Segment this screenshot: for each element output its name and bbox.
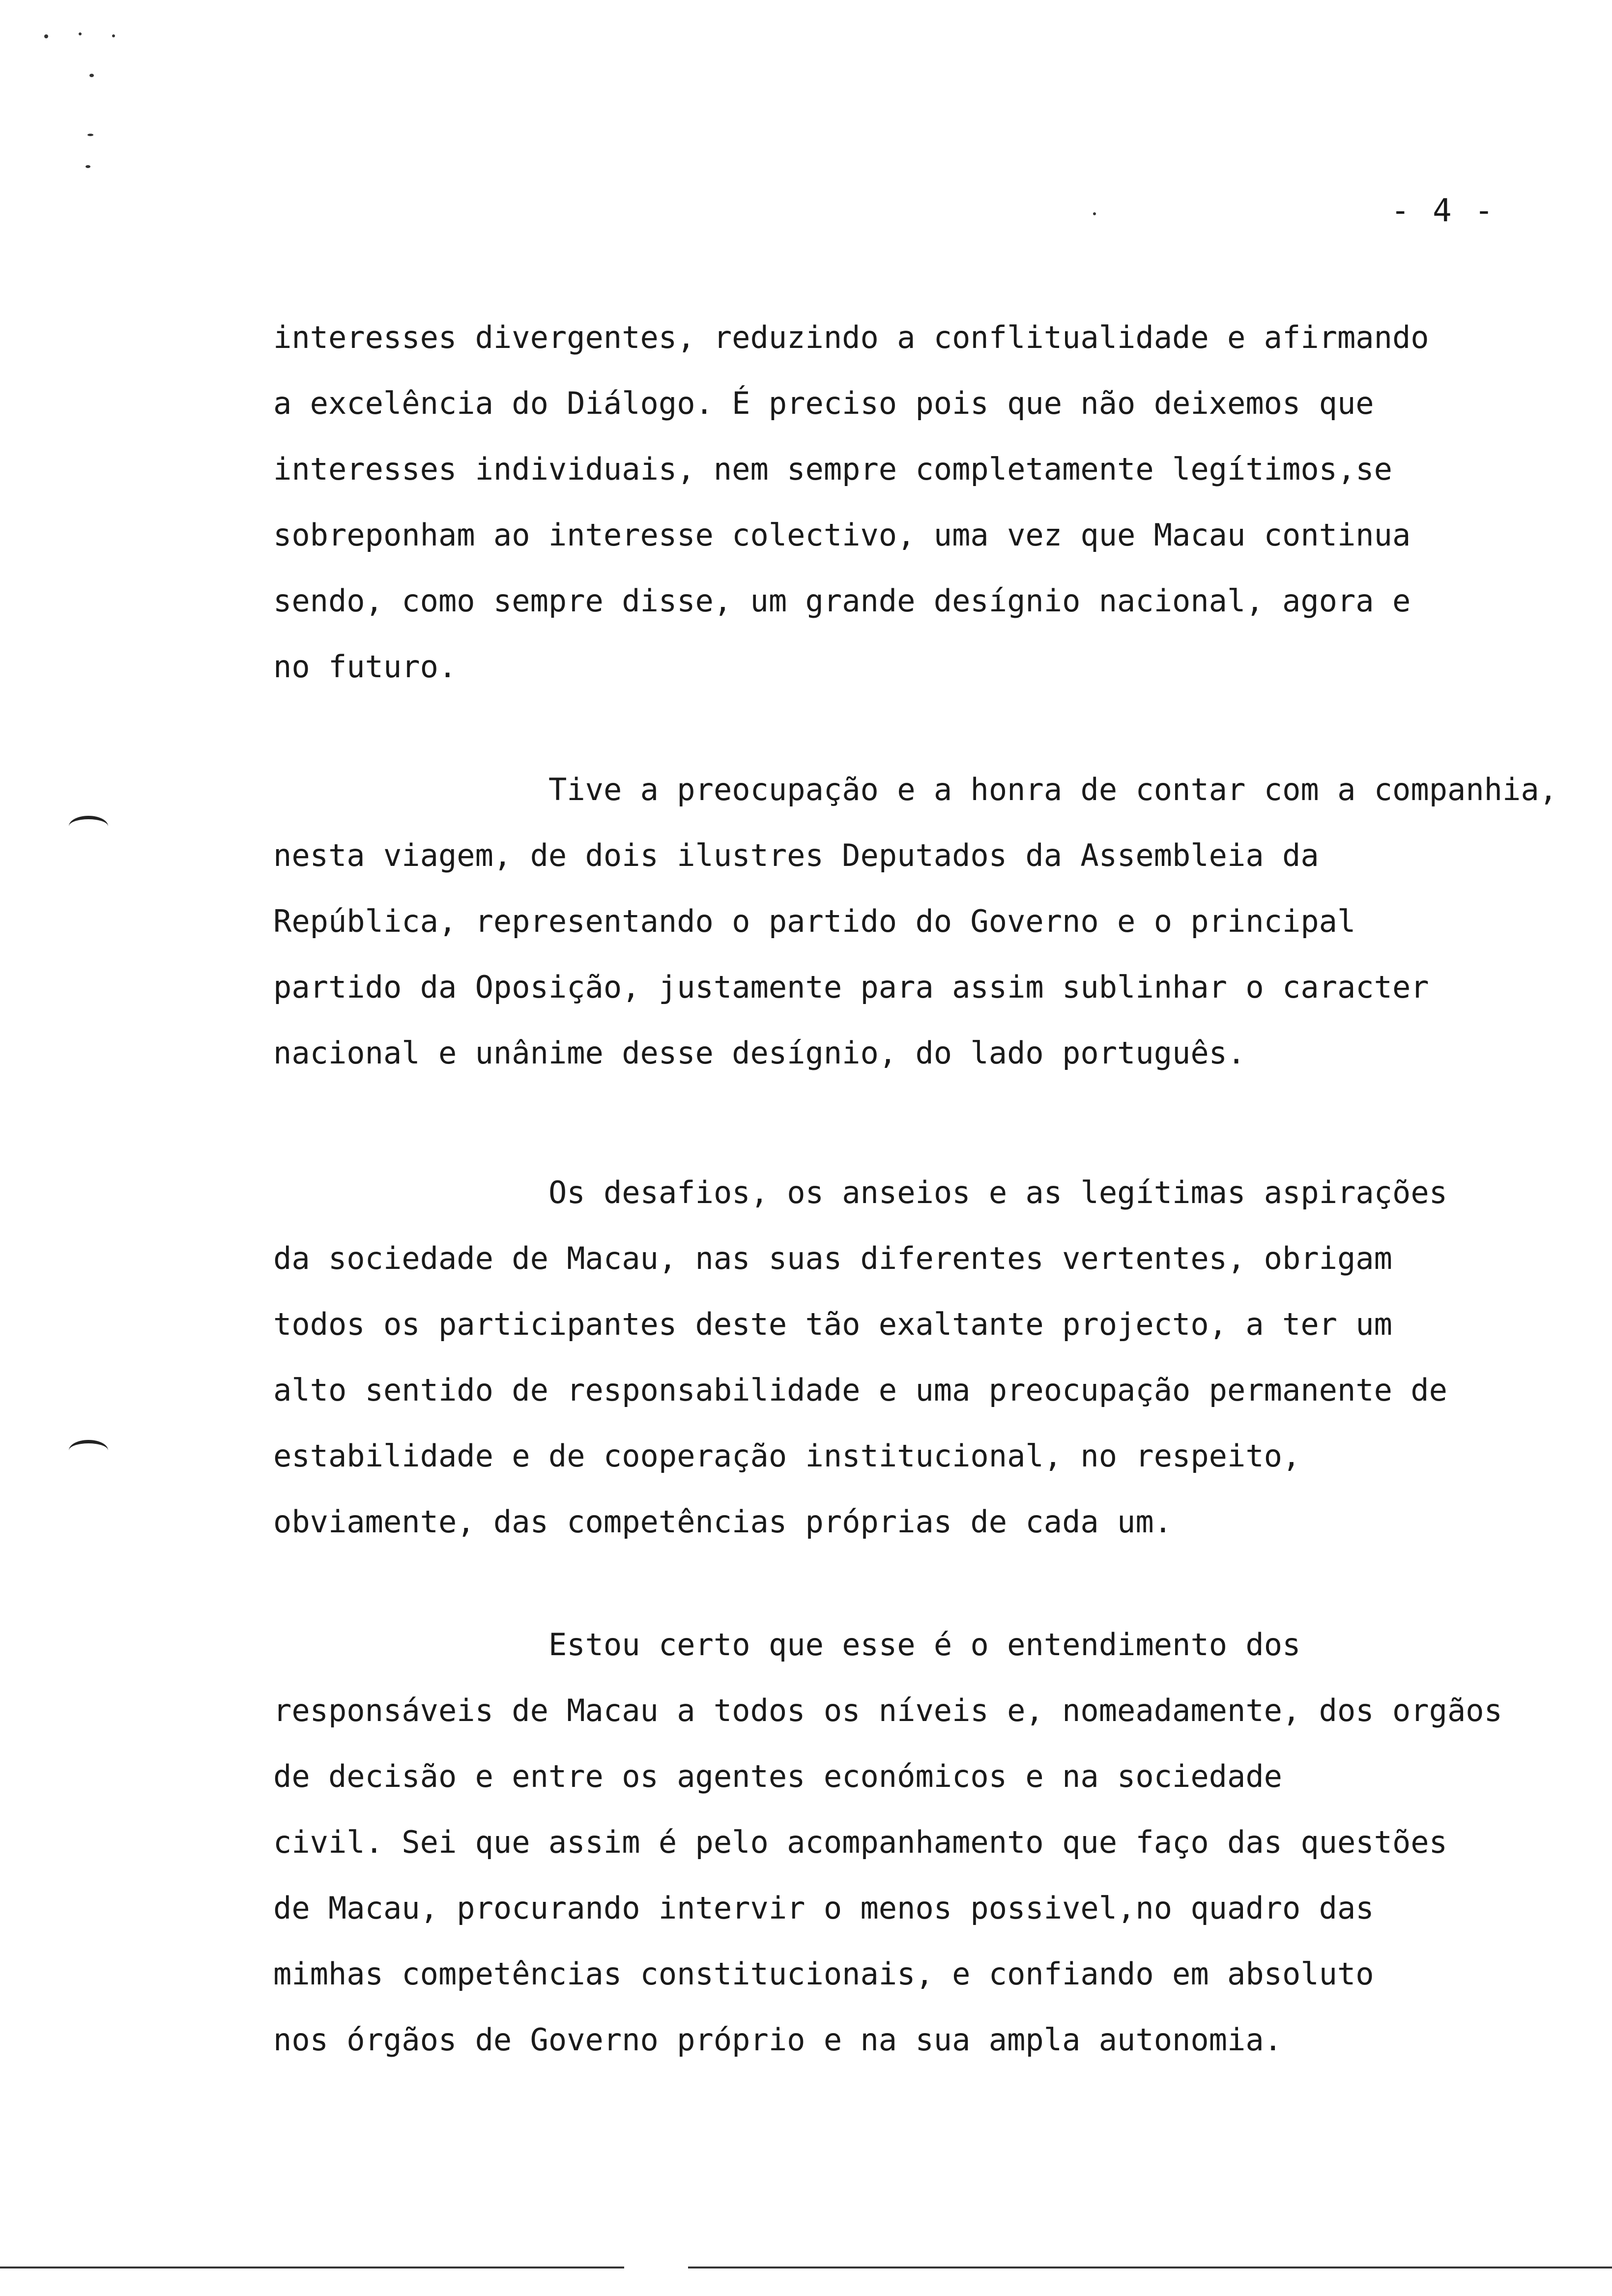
- text-line: Tive a preocupação e a honra de contar com a companhia,: [548, 772, 1557, 807]
- text-line: interesses divergentes, reduzindo a conflitualidade e afirmando: [273, 319, 1429, 355]
- scan-speck: [1093, 212, 1096, 215]
- page-number: - 4 -: [1391, 193, 1496, 229]
- text-line: mimhas competências constitucionais, e confiando em absoluto: [273, 1956, 1374, 1992]
- text-line: nacional e unânime desse desígnio, do lado português.: [273, 1035, 1246, 1071]
- scan-speck: [44, 34, 48, 38]
- text-line: sendo, como sempre disse, um grande desígnio nacional, agora e: [273, 583, 1411, 619]
- text-line: Os desafios, os anseios e as legítimas aspirações: [548, 1175, 1448, 1210]
- text-line: nesta viagem, de dois ilustres Deputados da Assembleia da: [273, 837, 1319, 873]
- text-line: estabilidade e de cooperação institucional, no respeito,: [273, 1438, 1301, 1474]
- paragraph-viagem: [273, 757, 1561, 1086]
- margin-mark: [69, 1440, 108, 1461]
- scan-speck: [86, 165, 90, 168]
- text-line: de decisão e entre os agentes económicos e na sociedade: [273, 1758, 1282, 1794]
- bottom-rule: [0, 2267, 624, 2268]
- scan-speck: [79, 32, 82, 35]
- text-line: a excelência do Diálogo. É preciso pois que não deixemos que: [273, 385, 1374, 421]
- text-line: obviamente, das competências próprias de cada um.: [273, 1504, 1173, 1540]
- text-line: da sociedade de Macau, nas suas diferentes vertentes, obrigam: [273, 1240, 1392, 1276]
- paragraph-entendimento: [273, 1612, 1561, 2073]
- text-line: sobreponham ao interesse colectivo, uma vez que Macau continua: [273, 517, 1411, 553]
- text-line: de Macau, procurando intervir o menos possivel,no quadro das: [273, 1890, 1374, 1926]
- text-line: nos órgãos de Governo próprio e na sua ampla autonomia.: [273, 2022, 1282, 2058]
- text-line: todos os participantes deste tão exaltante projecto, a ter um: [273, 1306, 1392, 1342]
- scan-speck: [87, 134, 93, 136]
- text-line: República, representando o partido do Governo e o principal: [273, 903, 1356, 939]
- text-line: interesses individuais, nem sempre completamente legítimos,se: [273, 451, 1392, 487]
- text-line: Estou certo que esse é o entendimento dos: [548, 1627, 1301, 1663]
- paragraph-interesses: [273, 305, 1561, 700]
- scan-speck: [112, 34, 115, 37]
- text-line: responsáveis de Macau a todos os níveis e, nomeadamente, dos orgãos: [273, 1693, 1502, 1728]
- scan-speck: [89, 74, 94, 77]
- bottom-rule: [688, 2267, 1612, 2268]
- margin-mark: [69, 816, 108, 837]
- text-line: civil. Sei que assim é pelo acompanhamento que faço das questões: [273, 1824, 1447, 1860]
- paragraph-desafios: [273, 1160, 1561, 1555]
- text-line: no futuro.: [273, 649, 457, 685]
- text-line: partido da Oposição, justamente para assim sublinhar o caracter: [273, 969, 1429, 1005]
- text-line: alto sentido de responsabilidade e uma preocupação permanente de: [273, 1372, 1447, 1408]
